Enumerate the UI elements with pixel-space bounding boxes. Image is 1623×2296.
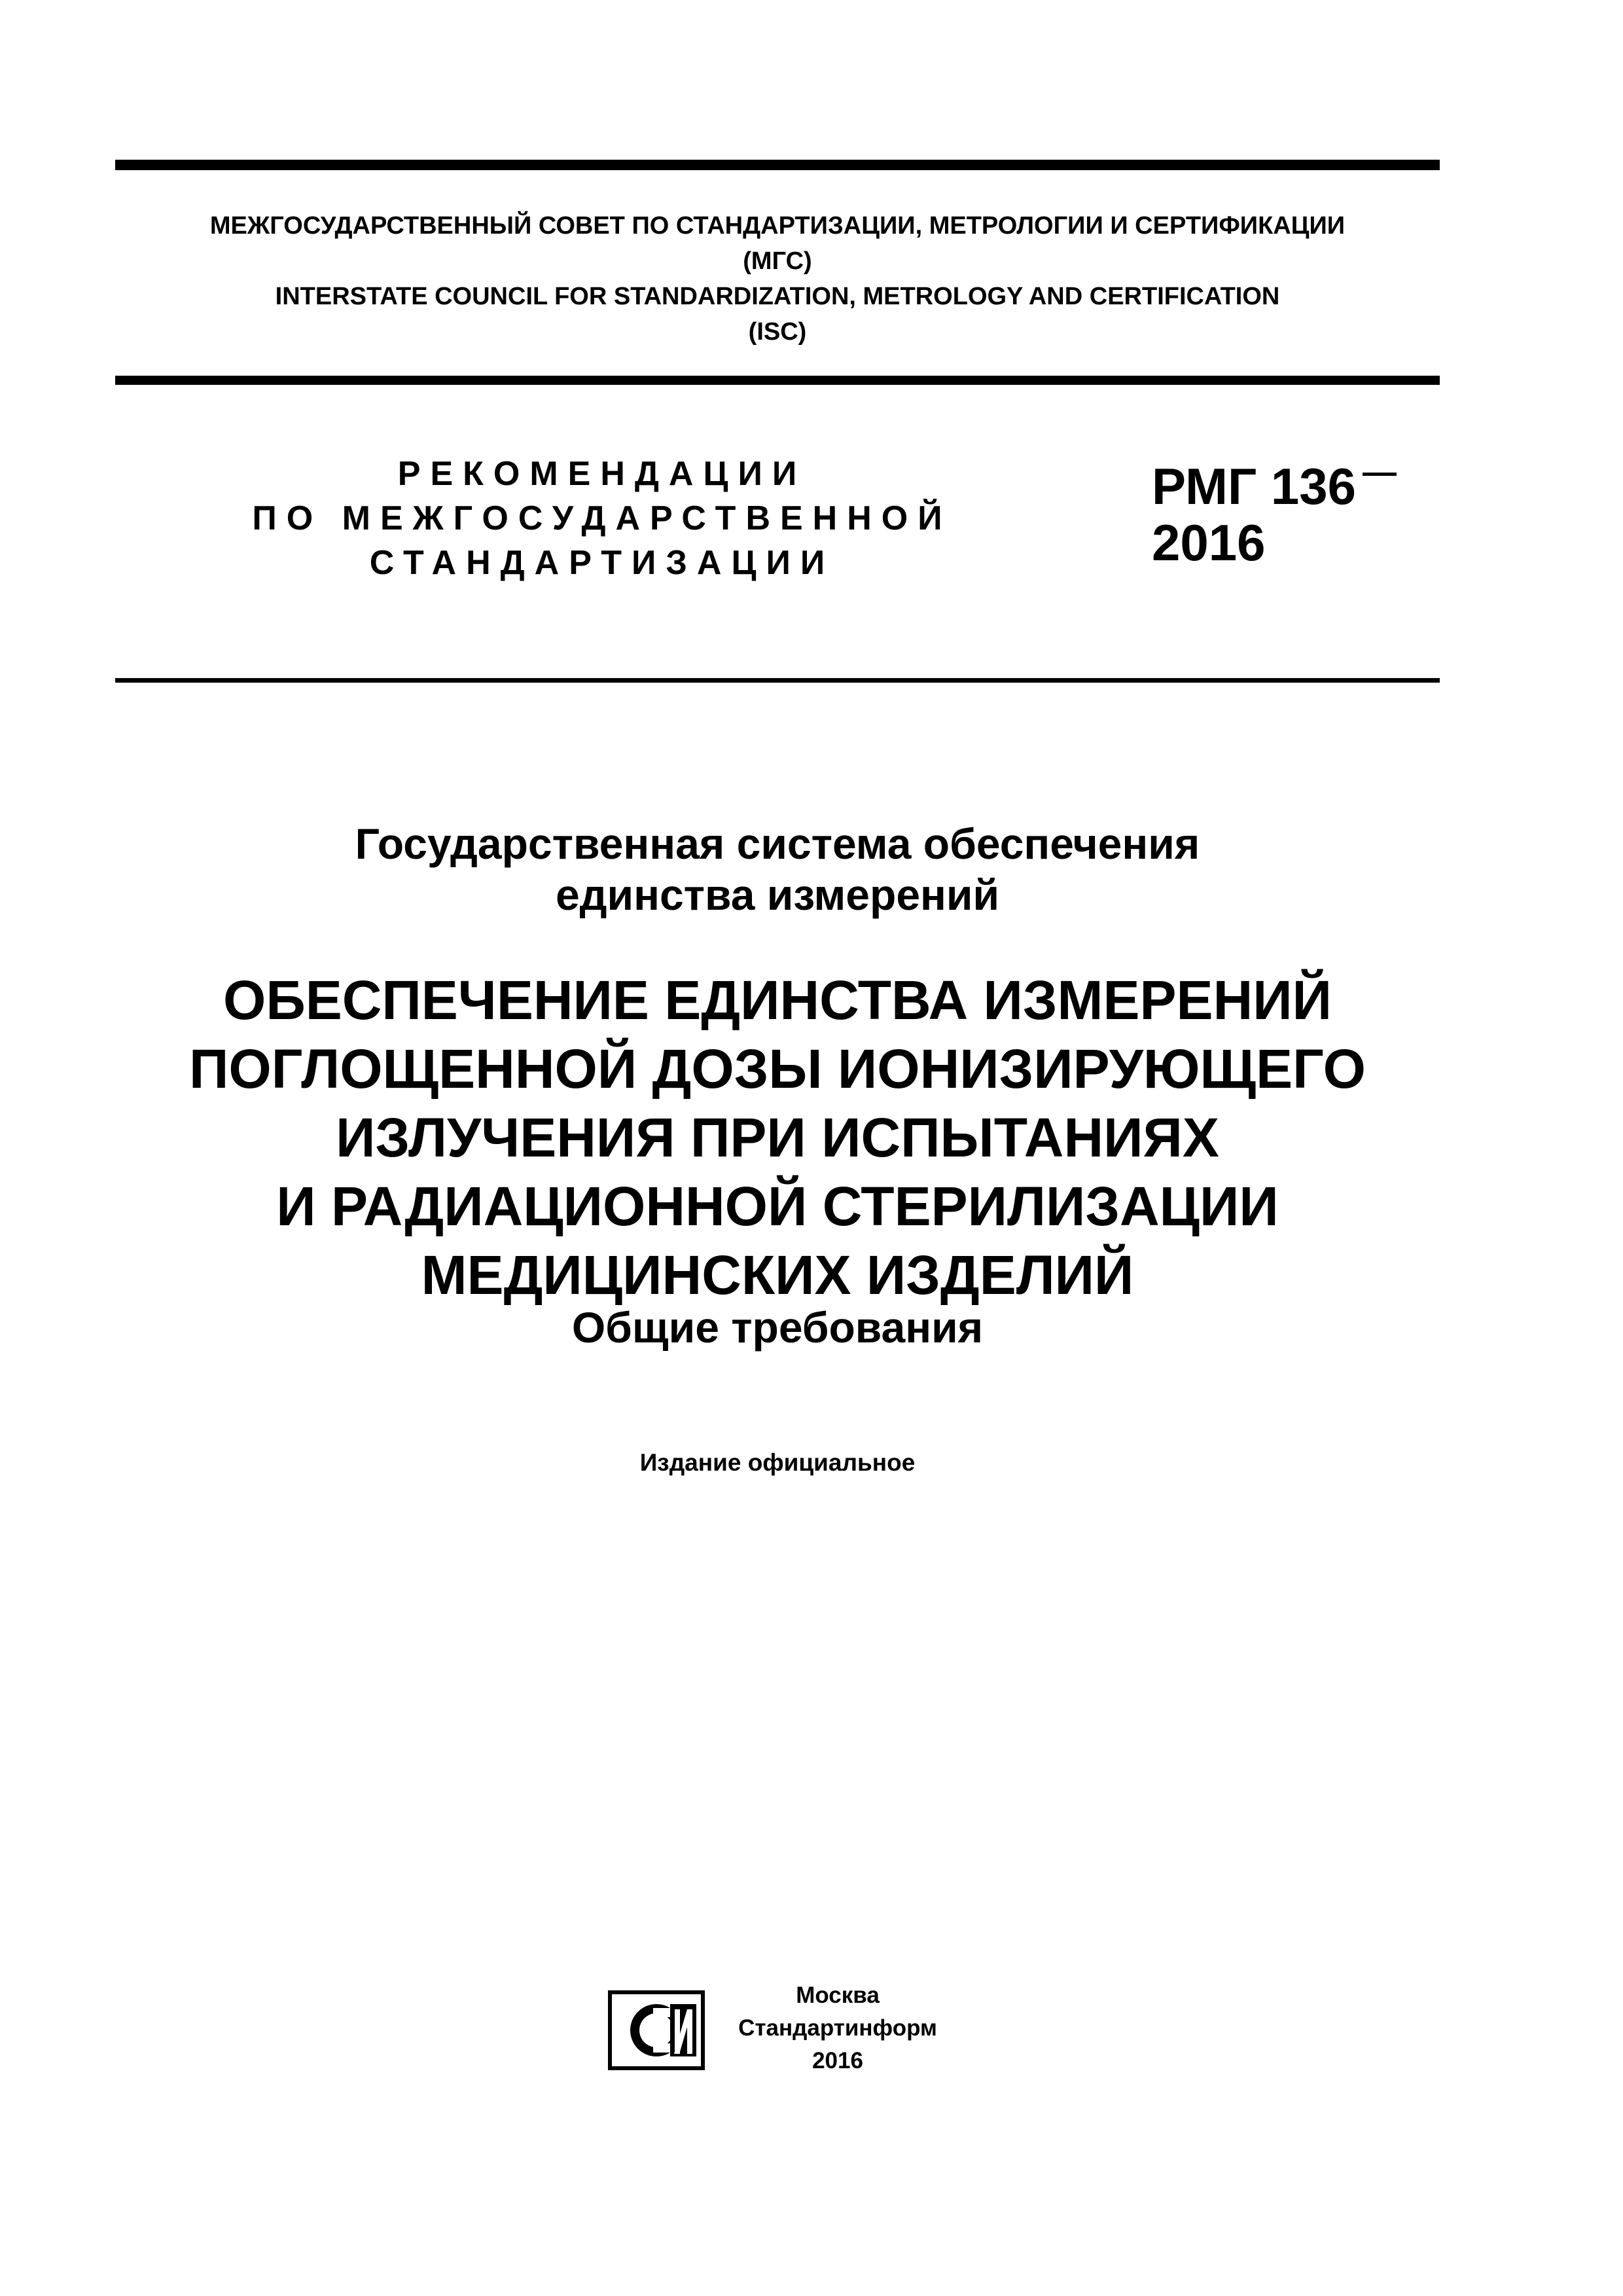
title-line-2: ПОГЛОЩЕННОЙ ДОЗЫ ИОНИЗИРУЮЩЕГО [189,1038,1366,1100]
publisher-year: 2016 [812,2048,863,2073]
series-line-2: ПО МЕЖГОСУДАРСТВЕННОЙ [252,499,952,537]
council-en-name: INTERSTATE COUNCIL FOR STANDARDIZATION, METROLOGY AND CERTIFICATION [275,283,1280,310]
publisher-city: Москва [796,1982,880,2008]
series-line-1: РЕКОМЕНДАЦИИ [397,455,807,493]
logo-graphic [607,1990,705,2071]
title-line-3: ИЗЛУЧЕНИЯ ПРИ ИСПЫТАНИЯХ [336,1107,1219,1168]
edition-note: Издание официальное [639,1449,916,1476]
designation-dash [1363,473,1397,476]
series-line-3: СТАНДАРТИЗАЦИИ [369,544,835,582]
title-line-1: ОБЕСПЕЧЕНИЕ ЕДИНСТВА ИЗМЕРЕНИЙ [223,969,1332,1031]
system-line-2: единства измерений [555,870,1000,919]
council-ru-name: МЕЖГОСУДАРСТВЕННЫЙ СОВЕТ ПО СТАНДАРТИЗАЦИИ, МЕТРОЛОГИИ И СЕРТИФИКАЦИИ [209,212,1346,240]
designation-code: РМГ 136 [1152,457,1356,515]
main-title [115,966,1440,1310]
publisher-name: Стандартинформ [738,2015,937,2041]
header-rule [115,376,1440,385]
designation-rule [115,678,1440,683]
subtitle: Общие требования [571,1303,984,1352]
publisher-block [720,1979,955,2077]
title-line-5: МЕДИЦИНСКИХ ИЗДЕЛИЙ [421,1244,1134,1306]
document-series [196,452,1008,585]
top-rule [115,160,1440,170]
council-header [115,208,1440,350]
system-title [115,818,1440,920]
standartinform-logo-icon [607,1990,705,2071]
council-en-abbr: (ISC) [748,318,807,346]
title-line-4: И РАДИАЦИОННОЙ СТЕРИЛИЗАЦИИ [276,1175,1279,1237]
council-ru-abbr: (МГС) [743,247,812,275]
system-line-1: Государственная система обеспечения [355,819,1200,868]
designation-year: 2016 [1152,514,1266,571]
document-designation [1152,458,1433,571]
